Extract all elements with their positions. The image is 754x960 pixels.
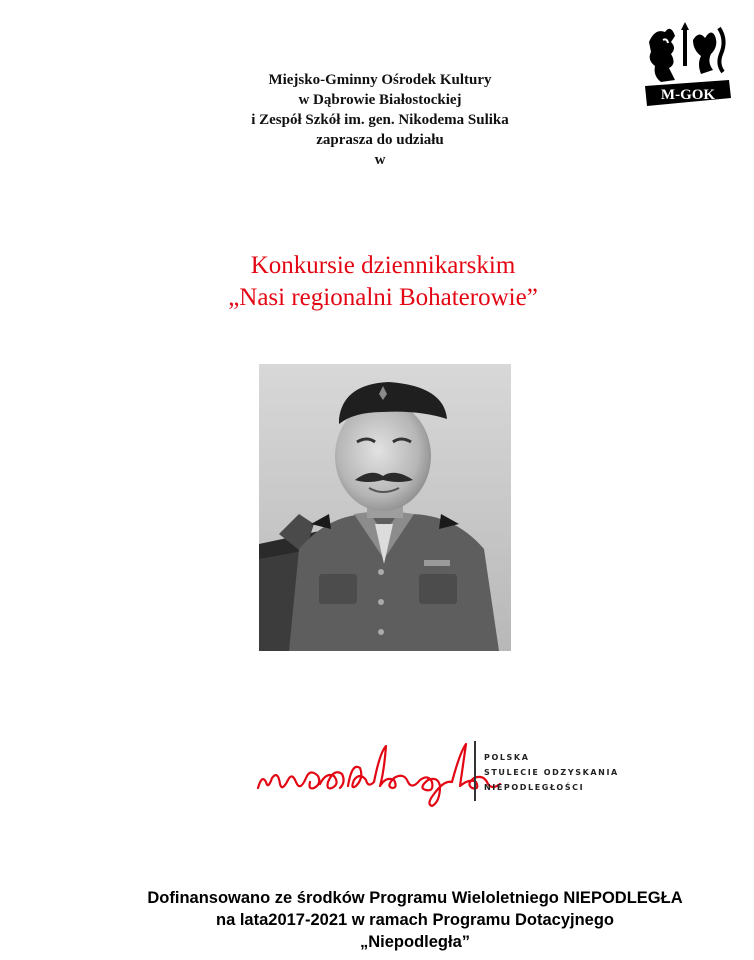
logo-divider: [474, 741, 476, 801]
header-line: w Dąbrowie Białostockiej: [298, 92, 462, 108]
niepodlegla-signature: [258, 744, 500, 806]
mgok-logo: [641, 20, 733, 116]
mgok-logo-text: M-GOK: [660, 87, 716, 103]
header-line: Miejsko-Gminny Ośrodek Kultury: [268, 72, 492, 88]
program-line: POLSKA: [484, 753, 530, 762]
title-line-2: „Nasi regionalni Bohaterowie”: [228, 284, 538, 311]
program-line: STULECIE ODZYSKANIA: [484, 768, 619, 777]
header-line: w: [374, 152, 386, 168]
header-line: zaprasza do udziału: [316, 132, 444, 148]
header-line: i Zespół Szkół im. gen. Nikodema Sulika: [251, 112, 509, 128]
officer-portrait-photo: [259, 364, 511, 651]
contest-title: [150, 250, 616, 314]
organizer-header: [180, 70, 580, 170]
program-line: NIEPODLEGŁOŚCI: [484, 783, 585, 792]
title-line-1: Konkursie dziennikarskim: [250, 252, 516, 279]
funding-footer: [115, 887, 715, 953]
program-subtitle: [484, 750, 619, 795]
footer-line: Dofinansowano ze środków Programu Wieloletniego NIEPODLEGŁA: [147, 889, 683, 907]
footer-line: „Niepodległa”: [359, 933, 470, 951]
footer-line: na lata2017-2021 w ramach Programu Dotacyjnego: [216, 911, 614, 929]
